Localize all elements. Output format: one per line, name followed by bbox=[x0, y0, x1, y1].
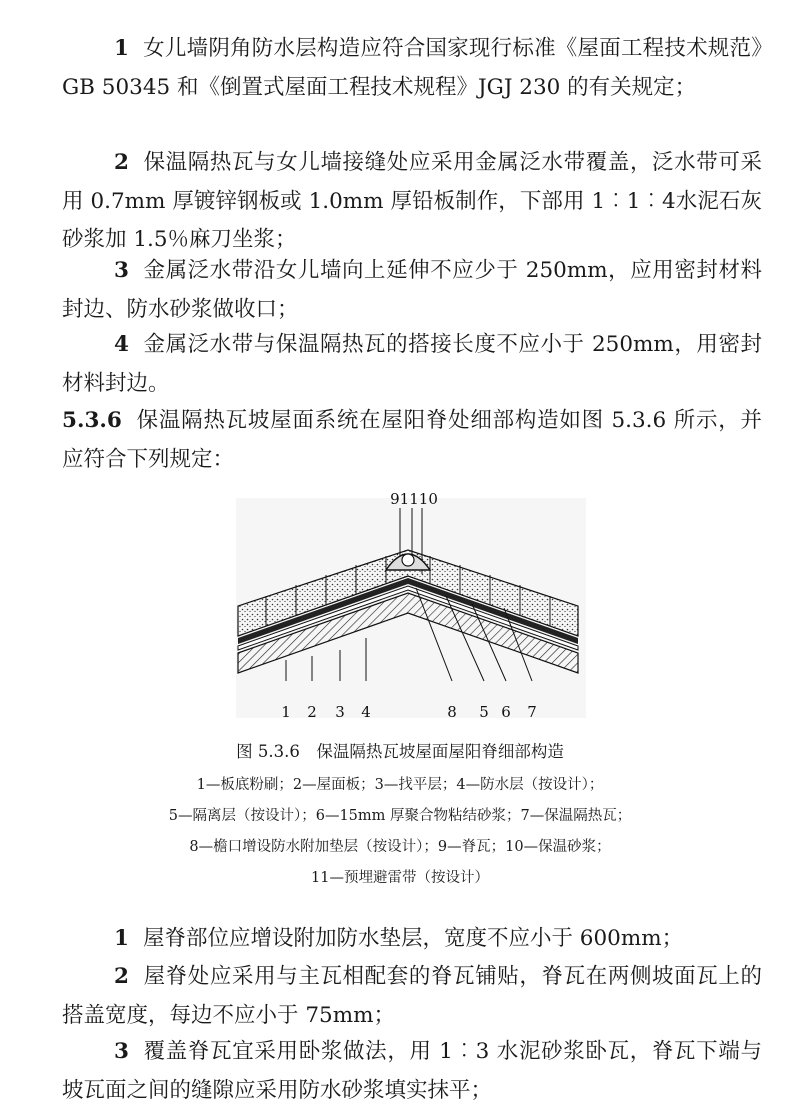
clause-number: 1 bbox=[114, 926, 129, 951]
ridge-item-3 bbox=[62, 1033, 762, 1110]
figure-caption: 图 5.3.6 保温隔热瓦坡屋面屋阳脊细部构造 bbox=[236, 742, 564, 761]
top-callout-labels: 91110 bbox=[390, 490, 438, 508]
clause-item-3 bbox=[62, 252, 762, 329]
clause-number: 2 bbox=[114, 150, 129, 175]
ridge-item-2 bbox=[62, 958, 762, 1035]
clause-text: 屋脊处应采用与主瓦相配套的脊瓦铺贴，脊瓦在两侧坡面瓦上的搭盖宽度，每边不应小于 75mm； bbox=[62, 964, 762, 1028]
section-number: 5.3.6 bbox=[62, 408, 122, 433]
clause-text: 覆盖脊瓦宜采用卧浆做法，用 1︰3 水泥砂浆卧瓦，脊瓦下端与坡瓦面之间的缝隙应采用防水砂浆填实抹平； bbox=[62, 1039, 762, 1103]
figure-legend-line-1: 1—板底粉刷；2—屋面板；3—找平层；4—防水层（按设计）； bbox=[196, 777, 604, 793]
callout-4: 4 bbox=[361, 703, 371, 721]
figure-legend-line-4: 11—预埋避雷带（按设计） bbox=[311, 870, 489, 886]
clause-text: 屋脊部位应增设附加防水垫层，宽度不应小于 600mm； bbox=[142, 926, 684, 951]
callout-5: 5 bbox=[479, 703, 489, 721]
section-5-3-6 bbox=[62, 402, 762, 479]
figure-legend-line-3: 8—檐口增设防水附加垫层（按设计）；9—脊瓦；10—保温砂浆； bbox=[189, 839, 611, 855]
callout-1: 1 bbox=[281, 703, 291, 721]
clause-text: 女儿墙阴角防水层构造应符合国家现行标准《屋面工程技术规范》GB 50345 和《倒置式屋面工程技术规程》JGJ 230 的有关规定； bbox=[62, 36, 762, 100]
clause-item-1 bbox=[62, 30, 762, 107]
clause-text: 保温隔热瓦与女儿墙接缝处应采用金属泛水带覆盖，泛水带可采用 0.7mm 厚镀锌钢板或 1.0mm 厚铅板制作，下部用 1︰1︰4水泥石灰砂浆加 1.5％麻刀坐浆； bbox=[62, 150, 762, 252]
clause-number: 4 bbox=[114, 332, 129, 357]
ridge-detail-figure bbox=[236, 478, 586, 728]
callout-3: 3 bbox=[335, 703, 345, 721]
figure-legend-line-2: 5—隔离层（按设计）；6—15mm 厚聚合物粘结砂浆；7—保温隔热瓦； bbox=[168, 808, 632, 824]
callout-2: 2 bbox=[307, 703, 317, 721]
clause-number: 1 bbox=[114, 36, 129, 61]
clause-number: 2 bbox=[114, 964, 129, 989]
clause-item-2 bbox=[62, 144, 762, 260]
clause-item-4 bbox=[62, 326, 762, 403]
clause-number: 3 bbox=[114, 258, 129, 283]
clause-number: 3 bbox=[114, 1039, 129, 1064]
callout-7: 7 bbox=[527, 703, 537, 721]
clause-text: 金属泛水带与保温隔热瓦的搭接长度不应小于 250mm，用密封材料封边。 bbox=[62, 332, 762, 396]
section-text: 保温隔热瓦坡屋面系统在屋阳脊处细部构造如图 5.3.6 所示，并应符合下列规定： bbox=[62, 408, 762, 472]
clause-text: 金属泛水带沿女儿墙向上延伸不应少于 250mm，应用密封材料封边、防水砂浆做收口； bbox=[62, 258, 762, 322]
ridge-item-1 bbox=[62, 920, 762, 959]
lightning-strip bbox=[402, 554, 414, 566]
callout-8: 8 bbox=[447, 703, 457, 721]
callout-6: 6 bbox=[501, 703, 511, 721]
